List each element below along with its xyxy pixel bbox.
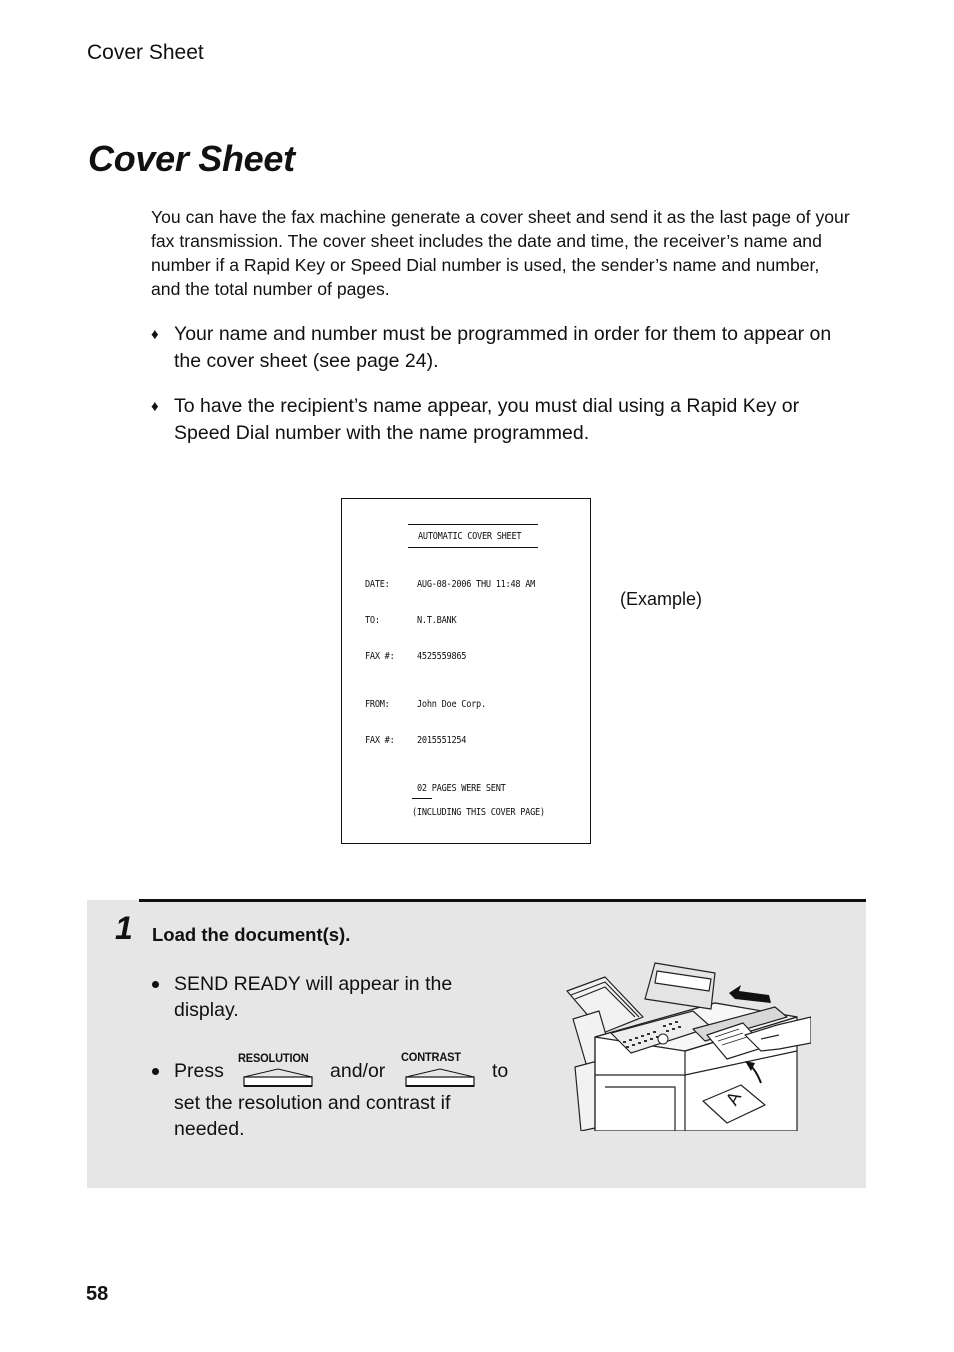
resolution-key-icon	[243, 1068, 313, 1088]
cover-sheet-example	[341, 498, 591, 844]
to-text: to	[492, 1060, 509, 1082]
bullet-text: To have the recipient’s name appear, you must dial using a Rapid Key or Speed Dial number with the name programmed.	[174, 395, 800, 444]
bullet-item	[151, 321, 851, 375]
step-heading: Load the document(s).	[152, 924, 351, 945]
bullet-dot-icon	[152, 981, 159, 988]
pages-underline	[412, 798, 432, 799]
diamond-bullet-icon: ♦	[151, 398, 159, 415]
pages-sent: 02 PAGES WERE SENT	[417, 783, 506, 794]
fax-to-label: FAX #:	[365, 651, 395, 662]
running-header: Cover Sheet	[87, 41, 204, 64]
fax-from-label: FAX #:	[365, 735, 395, 746]
press-text: Press	[174, 1060, 224, 1082]
to-label: TO:	[365, 615, 380, 626]
from-label: FROM:	[365, 699, 390, 710]
document-letter: A	[721, 1088, 746, 1109]
diamond-bullet-icon: ♦	[151, 326, 159, 343]
resolution-contrast-text: set the resolution and contrast if needed.	[174, 1092, 451, 1140]
intro-paragraph: You can have the fax machine generate a cover sheet and send it as the last page of your fax transmission. The cover sheet includes the date and time, the receiver’s name and number if a Rapid Key or Speed Dial number is used, the sender’s name and number, and the total number of pages.	[151, 207, 850, 299]
pages-note: (INCLUDING THIS COVER PAGE)	[412, 807, 545, 818]
step-rule	[139, 899, 866, 902]
send-ready-text: SEND READY will appear in the display.	[174, 973, 453, 1021]
contrast-key-label: CONTRAST	[401, 1050, 461, 1064]
to-value: N.T.BANK	[417, 615, 457, 626]
page-number: 58	[86, 1283, 109, 1305]
fax-from-value: 2015551254	[417, 735, 467, 746]
bullet-item	[151, 393, 851, 447]
from-value: John Doe Corp.	[417, 699, 486, 710]
heading-rule-top	[408, 524, 538, 525]
page-title: Cover Sheet	[88, 138, 295, 179]
resolution-key-label: RESOLUTION	[238, 1051, 309, 1065]
cover-sheet-heading: AUTOMATIC COVER SHEET	[418, 531, 522, 542]
fax-machine-illustration	[565, 955, 811, 1135]
heading-rule-bottom	[408, 547, 538, 548]
andor-text: and/or	[330, 1060, 386, 1082]
contrast-key-icon	[405, 1068, 475, 1088]
step-number: 1	[115, 910, 133, 946]
bullet-dot-icon	[152, 1068, 159, 1075]
date-value: AUG-08-2006 THU 11:48 AM	[417, 579, 536, 590]
bullet-text: Your name and number must be programmed in order for them to appear on the cover sheet (see page 24).	[174, 323, 832, 372]
fax-to-value: 4525559865	[417, 651, 467, 662]
example-label: (Example)	[620, 589, 703, 609]
date-label: DATE:	[365, 579, 390, 590]
